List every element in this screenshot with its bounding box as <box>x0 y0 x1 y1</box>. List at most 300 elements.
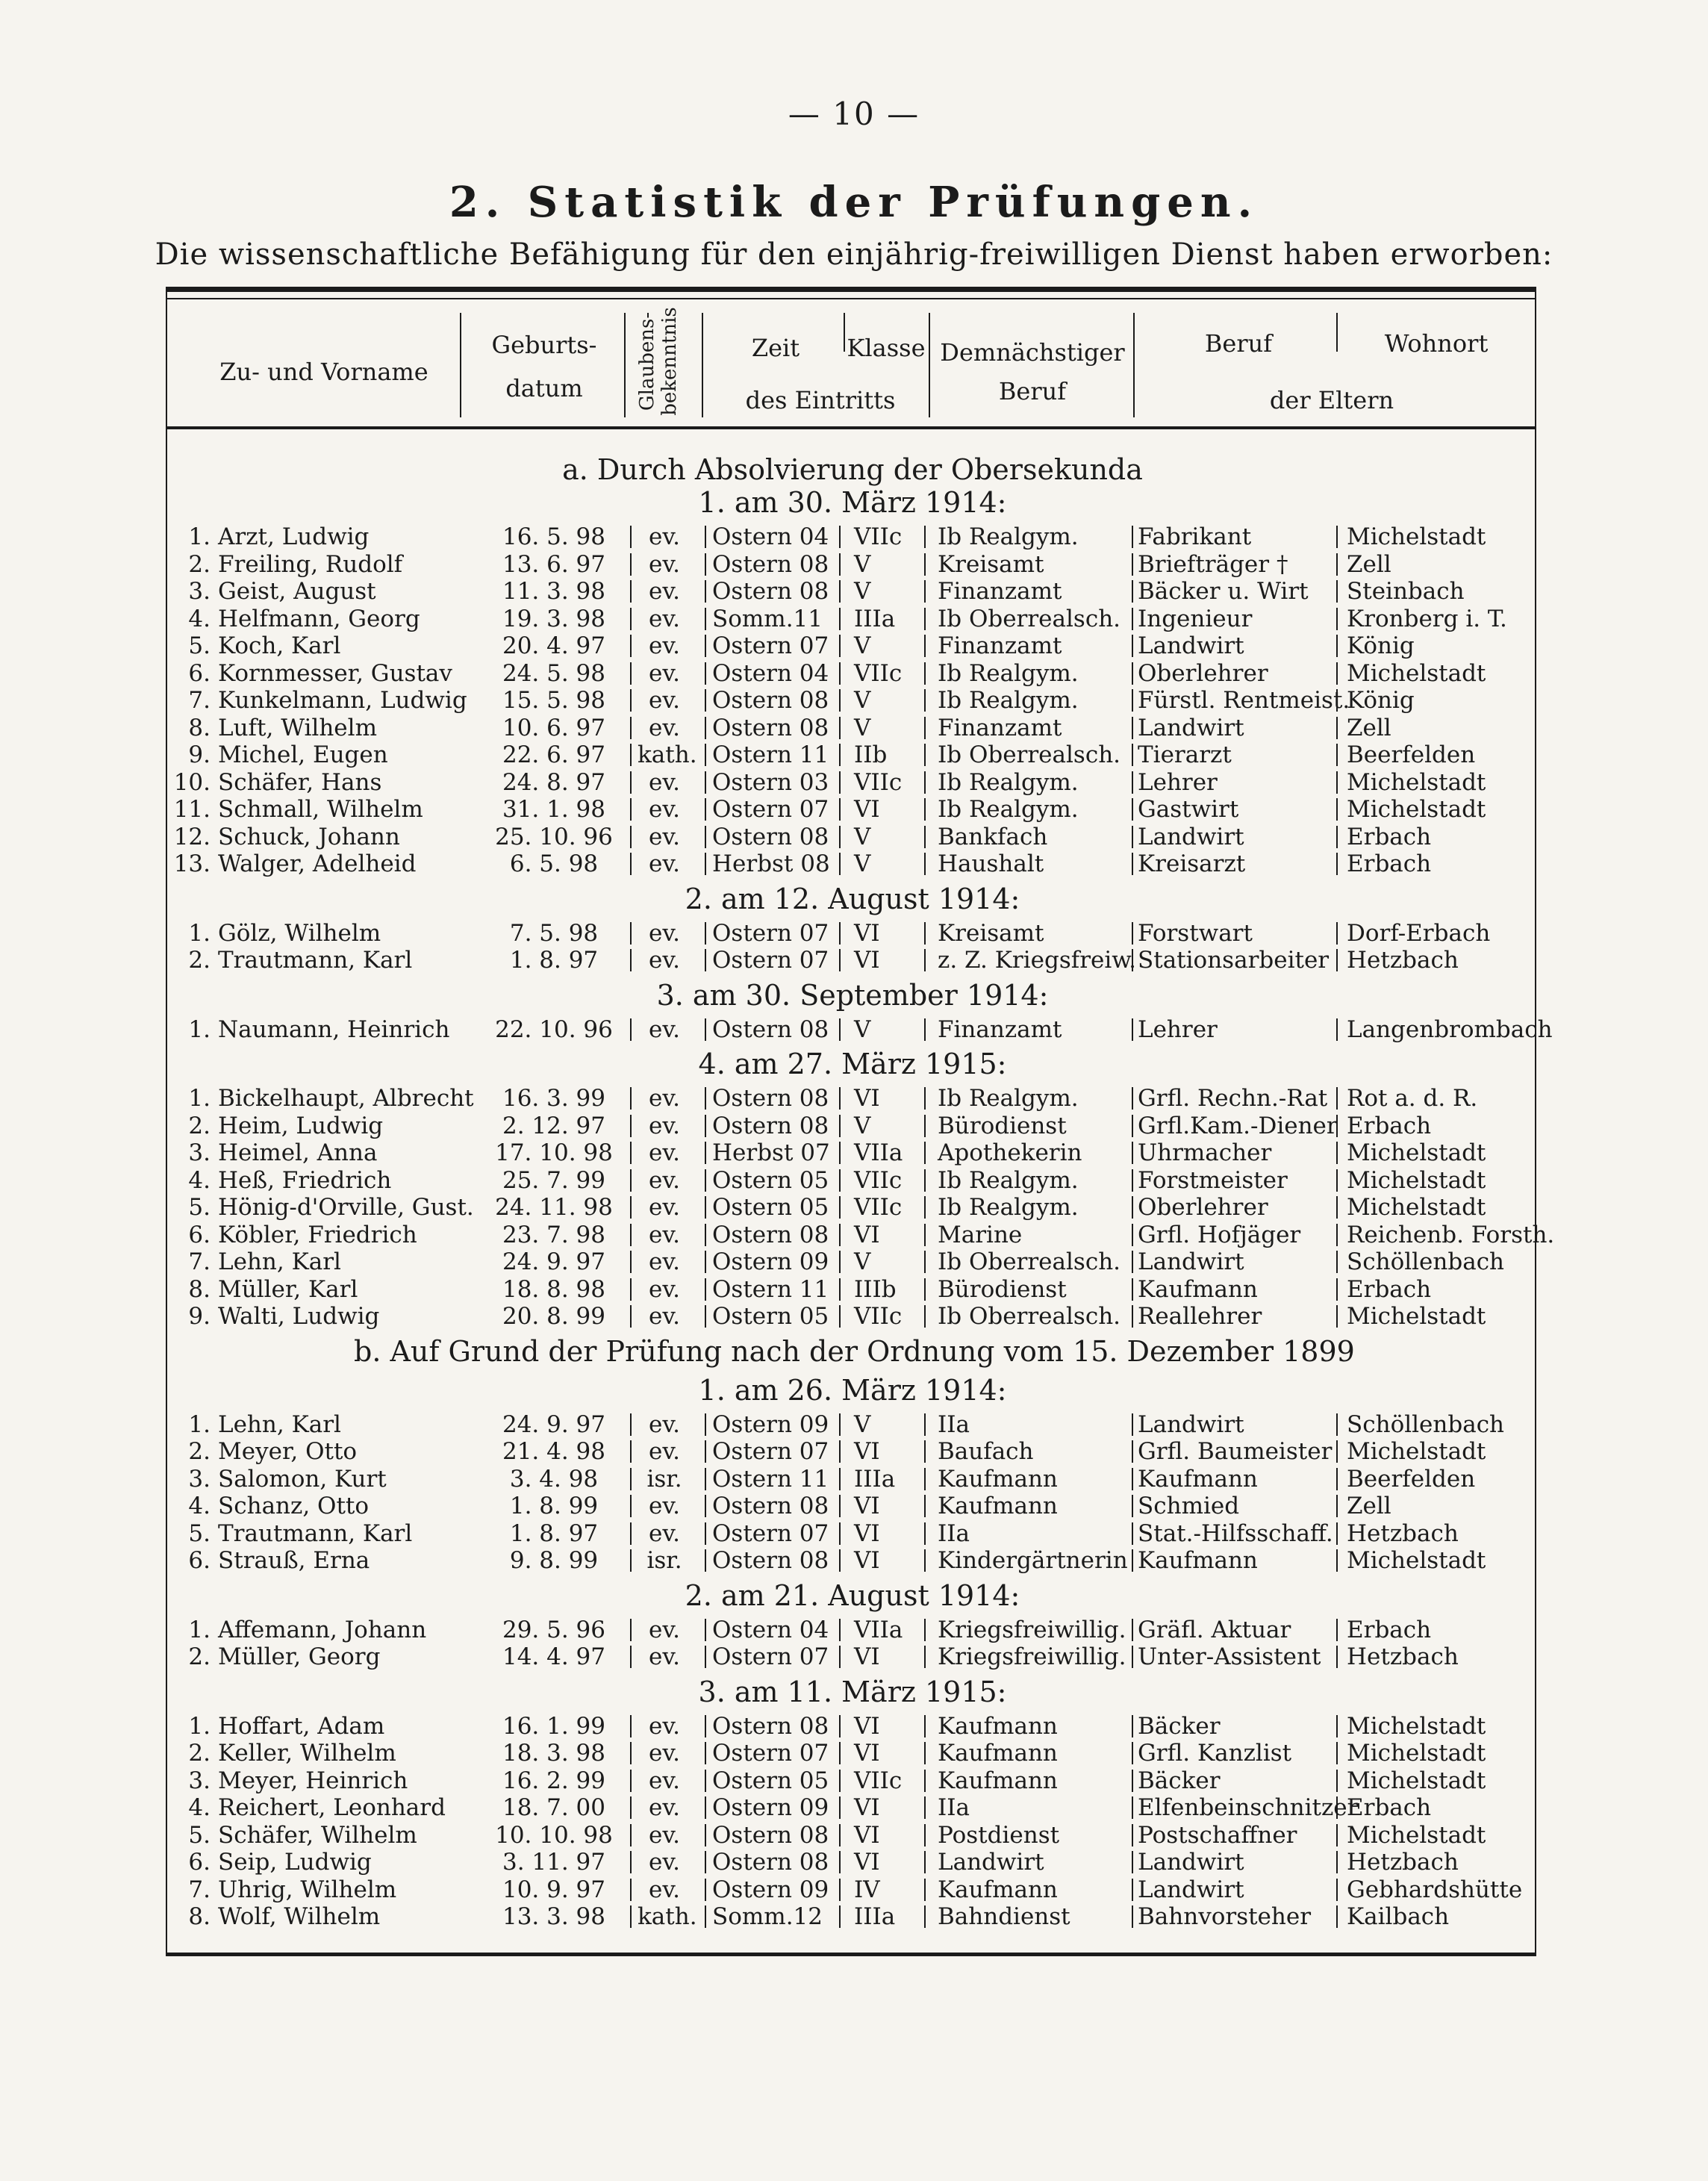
column-rule <box>1132 744 1133 766</box>
column-rule <box>1336 717 1338 739</box>
row-birthdate: 3. 11. 97 <box>502 1849 606 1876</box>
row-name: Wolf, Wilhelm <box>218 1903 381 1930</box>
row-parents-occupation: Bäcker <box>1138 1712 1221 1740</box>
column-rule <box>839 662 841 685</box>
table-row <box>167 1822 1538 1849</box>
column-rule <box>924 1169 926 1192</box>
row-number: 12. <box>173 823 211 850</box>
row-confession: ev. <box>648 850 681 877</box>
row-future-career: Kaufmann <box>938 1740 1058 1767</box>
column-rule <box>630 1278 632 1301</box>
row-entry-time: Ostern 03 <box>712 768 829 796</box>
row-name: Meyer, Heinrich <box>218 1767 408 1794</box>
column-rule <box>839 1549 841 1572</box>
row-name: Walti, Ludwig <box>218 1303 380 1330</box>
row-birthdate: 20. 4. 97 <box>502 632 606 659</box>
column-rule <box>630 1879 632 1901</box>
column-rule <box>839 717 841 739</box>
row-entry-class: VI <box>854 1849 880 1876</box>
row-entry-class: V <box>854 550 871 578</box>
row-number: 6. <box>188 1221 211 1248</box>
column-rule <box>839 949 841 971</box>
column-rule <box>1336 949 1338 971</box>
row-future-career: Ib Realgym. <box>938 659 1079 687</box>
column-rule <box>630 798 632 821</box>
row-entry-time: Ostern 08 <box>712 1112 829 1139</box>
row-birthdate: 7. 5. 98 <box>509 919 599 947</box>
row-number: 5. <box>188 1194 211 1221</box>
row-entry-class: VIIc <box>854 523 903 550</box>
row-future-career: Ib Realgym. <box>938 523 1079 550</box>
column-rule <box>1336 1905 1338 1928</box>
row-entry-class: IIIb <box>854 1275 897 1303</box>
row-parents-occupation: Lehrer <box>1138 768 1218 796</box>
row-entry-time: Ostern 09 <box>712 1794 829 1821</box>
row-entry-time: Ostern 05 <box>712 1767 829 1794</box>
column-rule <box>839 1468 841 1490</box>
row-confession: ev. <box>648 1876 681 1903</box>
row-birthdate: 3. 4. 98 <box>509 1465 599 1493</box>
column-rule <box>1132 1549 1133 1572</box>
row-number: 8. <box>188 714 211 741</box>
row-confession: ev. <box>648 1194 681 1221</box>
table-row <box>167 1713 1538 1740</box>
row-confession: ev. <box>648 796 681 823</box>
column-rule <box>1336 826 1338 848</box>
table-row <box>167 1248 1538 1275</box>
column-rule <box>705 662 706 685</box>
row-entry-class: V <box>854 1112 871 1139</box>
column-rule <box>924 1440 926 1463</box>
column-rule <box>630 949 632 971</box>
column-rule <box>924 1619 926 1641</box>
column-rule <box>1132 1305 1133 1328</box>
column-rule <box>1132 1440 1133 1463</box>
row-confession: ev. <box>648 1112 681 1139</box>
column-rule <box>924 1495 926 1517</box>
row-entry-class: V <box>854 850 871 877</box>
table-row <box>167 632 1538 659</box>
row-name: Müller, Karl <box>218 1275 358 1303</box>
column-rule <box>924 1770 926 1792</box>
row-entry-time: Ostern 05 <box>712 1194 829 1221</box>
column-rule <box>630 1305 632 1328</box>
table-row <box>167 947 1538 974</box>
column-rule <box>1336 1742 1338 1764</box>
column-rule <box>630 1522 632 1545</box>
row-confession: ev. <box>648 1616 681 1643</box>
column-rule <box>924 526 926 548</box>
column-rule <box>839 1087 841 1110</box>
column-rule <box>705 608 706 630</box>
exam-statistics-table <box>166 287 1555 1956</box>
row-residence: Erbach <box>1347 850 1432 877</box>
column-rule <box>1336 1018 1338 1041</box>
row-parents-occupation: Landwirt <box>1138 714 1244 741</box>
row-parents-occupation: Grfl. Kanzlist <box>1138 1740 1292 1767</box>
group-heading: 2. am 21. August 1914: <box>685 1578 1020 1612</box>
row-entry-class: VI <box>854 947 880 974</box>
column-rule <box>1336 526 1338 548</box>
row-future-career: Bürodienst <box>938 1275 1067 1303</box>
column-rule <box>1336 608 1338 630</box>
row-parents-occupation: Forstwart <box>1138 919 1253 947</box>
row-parents-occupation: Schmied <box>1138 1493 1240 1519</box>
column-rule <box>630 1440 632 1463</box>
row-birthdate: 31. 1. 98 <box>502 796 606 823</box>
row-entry-class: VIIc <box>854 659 903 687</box>
column-rule <box>705 1770 706 1792</box>
column-rule <box>924 1468 926 1490</box>
column-rule <box>1336 744 1338 766</box>
row-entry-time: Ostern 08 <box>712 1493 829 1519</box>
row-confession: isr. <box>646 1547 682 1574</box>
column-rule <box>705 853 706 875</box>
column-rule <box>1132 1196 1133 1219</box>
column-rule <box>630 1770 632 1792</box>
column-rule <box>1132 1715 1133 1737</box>
row-parents-occupation: Kaufmann <box>1138 1547 1258 1574</box>
column-rule <box>630 1169 632 1192</box>
row-entry-time: Ostern 11 <box>712 1275 829 1303</box>
column-rule <box>1132 1142 1133 1164</box>
row-number: 3. <box>188 1465 211 1493</box>
column-rule <box>1336 662 1338 685</box>
row-number: 1. <box>188 1712 211 1740</box>
row-entry-class: VI <box>854 1438 880 1465</box>
row-entry-time: Ostern 08 <box>712 1085 829 1112</box>
row-birthdate: 2. 12. 97 <box>502 1112 606 1139</box>
header-of-parents: der Eltern <box>1269 386 1394 414</box>
row-parents-occupation: Grfl. Baumeister <box>1138 1438 1333 1465</box>
row-residence: Beerfelden <box>1347 1465 1476 1493</box>
row-name: Bickelhaupt, Albrecht <box>218 1085 474 1112</box>
header-confession-2: bekenntnis <box>658 307 681 416</box>
row-entry-class: VI <box>854 1493 880 1519</box>
row-parents-occupation: Bäcker <box>1138 1767 1221 1794</box>
row-number: 2. <box>188 1740 211 1767</box>
column-rule <box>924 1796 926 1819</box>
column-rule <box>839 553 841 576</box>
row-parents-occupation: Oberlehrer <box>1138 1194 1268 1221</box>
row-birthdate: 10. 9. 97 <box>502 1876 606 1903</box>
group-heading: 1. am 26. März 1914: <box>698 1373 1007 1407</box>
column-rule <box>630 689 632 712</box>
row-number: 8. <box>188 1275 211 1303</box>
row-residence: Gebhardshütte <box>1347 1876 1523 1903</box>
row-name: Kornmesser, Gustav <box>218 659 452 687</box>
row-birthdate: 16. 1. 99 <box>502 1712 606 1740</box>
header-birthdate-2: datum <box>505 374 583 402</box>
row-number: 2. <box>188 947 211 974</box>
column-rule <box>924 1115 926 1137</box>
column-rule <box>839 1278 841 1301</box>
row-number: 4. <box>188 1794 211 1821</box>
column-rule <box>705 1018 706 1041</box>
row-parents-occupation: Gräfl. Aktuar <box>1138 1616 1291 1643</box>
row-future-career: z. Z. Kriegsfreiw. <box>938 947 1136 974</box>
row-residence: Schöllenbach <box>1347 1248 1505 1275</box>
column-rule <box>839 1905 841 1928</box>
row-number: 6. <box>188 659 211 687</box>
row-residence: Erbach <box>1347 1275 1432 1303</box>
row-parents-occupation: Postschaffner <box>1138 1821 1297 1849</box>
column-rule <box>924 1251 926 1273</box>
row-entry-time: Ostern 08 <box>712 714 829 741</box>
column-rule <box>630 1413 632 1436</box>
row-entry-class: VIIc <box>854 1303 903 1330</box>
row-entry-time: Ostern 07 <box>712 1438 829 1465</box>
row-entry-time: Ostern 04 <box>712 1616 829 1643</box>
column-rule <box>1336 1495 1338 1517</box>
column-rule <box>839 1251 841 1273</box>
table-row <box>167 1438 1538 1465</box>
column-rule <box>1336 1468 1338 1490</box>
row-birthdate: 1. 8. 97 <box>509 1519 599 1547</box>
row-confession: ev. <box>648 578 681 605</box>
table-row <box>167 920 1538 947</box>
table-row <box>167 1767 1538 1794</box>
column-rule <box>705 1851 706 1873</box>
column-rule <box>924 1413 926 1436</box>
column-rule <box>630 1087 632 1110</box>
table-row <box>167 1015 1553 1043</box>
column-rule <box>839 1879 841 1901</box>
column-rule <box>839 689 841 712</box>
row-future-career: Finanzamt <box>938 578 1062 605</box>
column-rule <box>1132 1018 1133 1041</box>
row-entry-time: Ostern 05 <box>712 1166 829 1194</box>
row-parents-occupation: Stat.-Hilfsschaff. <box>1138 1519 1333 1547</box>
row-entry-class: VI <box>854 796 880 823</box>
row-entry-time: Ostern 08 <box>712 550 829 578</box>
column-rule <box>924 1278 926 1301</box>
column-rule <box>705 689 706 712</box>
column-rule <box>1132 689 1133 712</box>
row-entry-class: V <box>854 687 871 714</box>
row-future-career: Bürodienst <box>938 1112 1067 1139</box>
table-row <box>167 1493 1538 1519</box>
row-name: Heß, Friedrich <box>218 1166 392 1194</box>
table-row <box>167 796 1538 823</box>
row-name: Trautmann, Karl <box>218 1519 413 1547</box>
column-rule <box>1336 1770 1338 1792</box>
row-confession: ev. <box>648 714 681 741</box>
column-rule <box>924 1824 926 1846</box>
row-entry-class: V <box>854 632 871 659</box>
row-birthdate: 10. 10. 98 <box>495 1821 613 1849</box>
row-residence: Michelstadt <box>1347 1194 1486 1221</box>
column-rule <box>630 744 632 766</box>
row-parents-occupation: Lehrer <box>1138 1015 1218 1043</box>
row-residence: Erbach <box>1347 1616 1432 1643</box>
column-rule <box>1336 1169 1338 1192</box>
column-rule <box>839 922 841 945</box>
row-number: 6. <box>188 1547 211 1574</box>
row-birthdate: 1. 8. 97 <box>509 947 599 974</box>
row-confession: ev. <box>648 1248 681 1275</box>
row-name: Hoffart, Adam <box>218 1712 385 1740</box>
column-rule <box>839 635 841 657</box>
row-future-career: Kriegsfreiwillig. <box>938 1643 1126 1670</box>
row-number: 5. <box>188 1821 211 1849</box>
row-parents-occupation: Gastwirt <box>1138 796 1239 823</box>
column-rule <box>924 689 926 712</box>
column-rule <box>705 553 706 576</box>
column-rule <box>1132 1087 1133 1110</box>
row-confession: ev. <box>648 1712 681 1740</box>
column-rule <box>924 798 926 821</box>
row-number: 7. <box>188 687 211 714</box>
column-rule <box>1132 1224 1133 1246</box>
column-rule <box>1336 1646 1338 1668</box>
row-future-career: Postdienst <box>938 1821 1060 1849</box>
column-rule <box>1336 1251 1338 1273</box>
row-entry-time: Ostern 04 <box>712 523 829 550</box>
row-entry-time: Ostern 08 <box>712 578 829 605</box>
row-future-career: Landwirt <box>938 1849 1044 1876</box>
row-birthdate: 9. 8. 99 <box>509 1547 599 1574</box>
column-rule <box>1336 1879 1338 1901</box>
table-row <box>167 1221 1555 1248</box>
row-entry-time: Ostern 08 <box>712 687 829 714</box>
row-number: 4. <box>188 1493 211 1519</box>
row-residence: König <box>1347 687 1415 714</box>
row-residence: Reichenb. Forsth. <box>1347 1221 1555 1248</box>
column-rule <box>839 853 841 875</box>
column-rule <box>1132 798 1133 821</box>
row-birthdate: 18. 7. 00 <box>502 1794 606 1821</box>
column-rule <box>630 1495 632 1517</box>
row-entry-time: Ostern 07 <box>712 919 829 947</box>
column-rule <box>924 608 926 630</box>
column-rule <box>630 1619 632 1641</box>
row-entry-time: Herbst 08 <box>712 850 830 877</box>
column-rule <box>924 553 926 576</box>
row-confession: ev. <box>648 1519 681 1547</box>
row-birthdate: 24. 8. 97 <box>502 768 606 796</box>
row-residence: Michelstadt <box>1347 1547 1486 1574</box>
row-entry-time: Ostern 07 <box>712 1740 829 1767</box>
row-residence: Kronberg i. T. <box>1347 605 1507 632</box>
row-birthdate: 15. 5. 98 <box>502 687 606 714</box>
row-parents-occupation: Fürstl. Rentmeist. <box>1138 687 1350 714</box>
table-row <box>167 1411 1538 1438</box>
column-rule <box>1336 1224 1338 1246</box>
row-number: 2. <box>188 1438 211 1465</box>
header-zeit: Zeit <box>751 334 800 362</box>
row-residence: Zell <box>1347 714 1391 741</box>
column-rule <box>1132 526 1133 548</box>
row-number: 11. <box>173 796 211 823</box>
row-entry-class: VI <box>854 1085 880 1112</box>
row-name: Gölz, Wilhelm <box>218 919 381 947</box>
row-entry-time: Ostern 07 <box>712 796 829 823</box>
row-parents-occupation: Grfl. Rechn.-Rat <box>1138 1085 1328 1112</box>
row-future-career: Kreisamt <box>938 550 1044 578</box>
row-future-career: Bahndienst <box>938 1903 1070 1930</box>
row-name: Seip, Ludwig <box>218 1849 372 1876</box>
row-entry-class: IIIa <box>854 605 896 632</box>
row-future-career: IIa <box>938 1519 970 1547</box>
row-name: Schäfer, Wilhelm <box>218 1821 417 1849</box>
row-future-career: Ib Oberrealsch. <box>938 741 1121 768</box>
row-entry-time: Ostern 04 <box>712 659 829 687</box>
column-rule <box>630 1018 632 1041</box>
row-residence: Zell <box>1347 1493 1391 1519</box>
column-rule <box>839 1142 841 1164</box>
row-confession: ev. <box>648 1410 681 1438</box>
row-residence: König <box>1347 632 1415 659</box>
row-entry-class: V <box>854 1015 871 1043</box>
column-rule <box>1336 853 1338 875</box>
column-rule <box>1336 1851 1338 1873</box>
column-rule <box>630 526 632 548</box>
row-number: 1. <box>188 1015 211 1043</box>
row-residence: Erbach <box>1347 1112 1432 1139</box>
row-birthdate: 16. 3. 99 <box>502 1085 606 1112</box>
table-row <box>167 1139 1538 1166</box>
row-number: 7. <box>188 1876 211 1903</box>
row-entry-time: Ostern 08 <box>712 1221 829 1248</box>
row-name: Müller, Georg <box>218 1643 381 1670</box>
row-confession: ev. <box>648 768 681 796</box>
column-rule <box>1336 798 1338 821</box>
row-name: Strauß, Erna <box>218 1547 370 1574</box>
row-confession: ev. <box>648 1767 681 1794</box>
column-rule <box>1336 1619 1338 1641</box>
row-future-career: Ib Oberrealsch. <box>938 1303 1121 1330</box>
row-parents-occupation: Kreisarzt <box>1138 850 1246 877</box>
row-parents-occupation: Tierarzt <box>1138 741 1232 768</box>
row-number: 1. <box>188 523 211 550</box>
column-rule <box>839 1440 841 1463</box>
row-residence: Hetzbach <box>1347 1849 1459 1876</box>
row-name: Luft, Wilhelm <box>218 714 377 741</box>
column-rule <box>924 1087 926 1110</box>
column-rule <box>1336 1440 1338 1463</box>
row-parents-occupation: Stationsarbeiter <box>1138 947 1330 974</box>
column-rule <box>924 1018 926 1041</box>
column-rule <box>1336 1115 1338 1137</box>
table-row <box>167 1794 1538 1821</box>
column-rule <box>1132 1770 1133 1792</box>
row-name: Geist, August <box>218 578 376 605</box>
row-parents-occupation: Briefträger † <box>1138 550 1288 578</box>
row-confession: ev. <box>648 659 681 687</box>
row-residence: Michelstadt <box>1347 659 1486 687</box>
column-rule <box>705 1468 706 1490</box>
column-rule <box>1336 1142 1338 1164</box>
row-number: 1. <box>188 919 211 947</box>
row-confession: ev. <box>648 1643 681 1670</box>
row-confession: ev. <box>648 632 681 659</box>
row-entry-time: Ostern 08 <box>712 1547 829 1574</box>
page-number: — 10 — <box>788 96 920 132</box>
column-rule <box>839 1796 841 1819</box>
row-confession: ev. <box>648 947 681 974</box>
row-residence: Michelstadt <box>1347 1712 1486 1740</box>
header-klasse: Klasse <box>847 334 926 362</box>
column-rule <box>705 1646 706 1668</box>
row-parents-occupation: Forstmeister <box>1138 1166 1288 1194</box>
row-residence: Erbach <box>1347 1794 1432 1821</box>
column-rule <box>705 1495 706 1517</box>
column-rule <box>705 1796 706 1819</box>
row-name: Reichert, Leonhard <box>218 1794 446 1821</box>
row-parents-occupation: Grfl. Hofjäger <box>1138 1221 1301 1248</box>
column-rule <box>705 1196 706 1219</box>
